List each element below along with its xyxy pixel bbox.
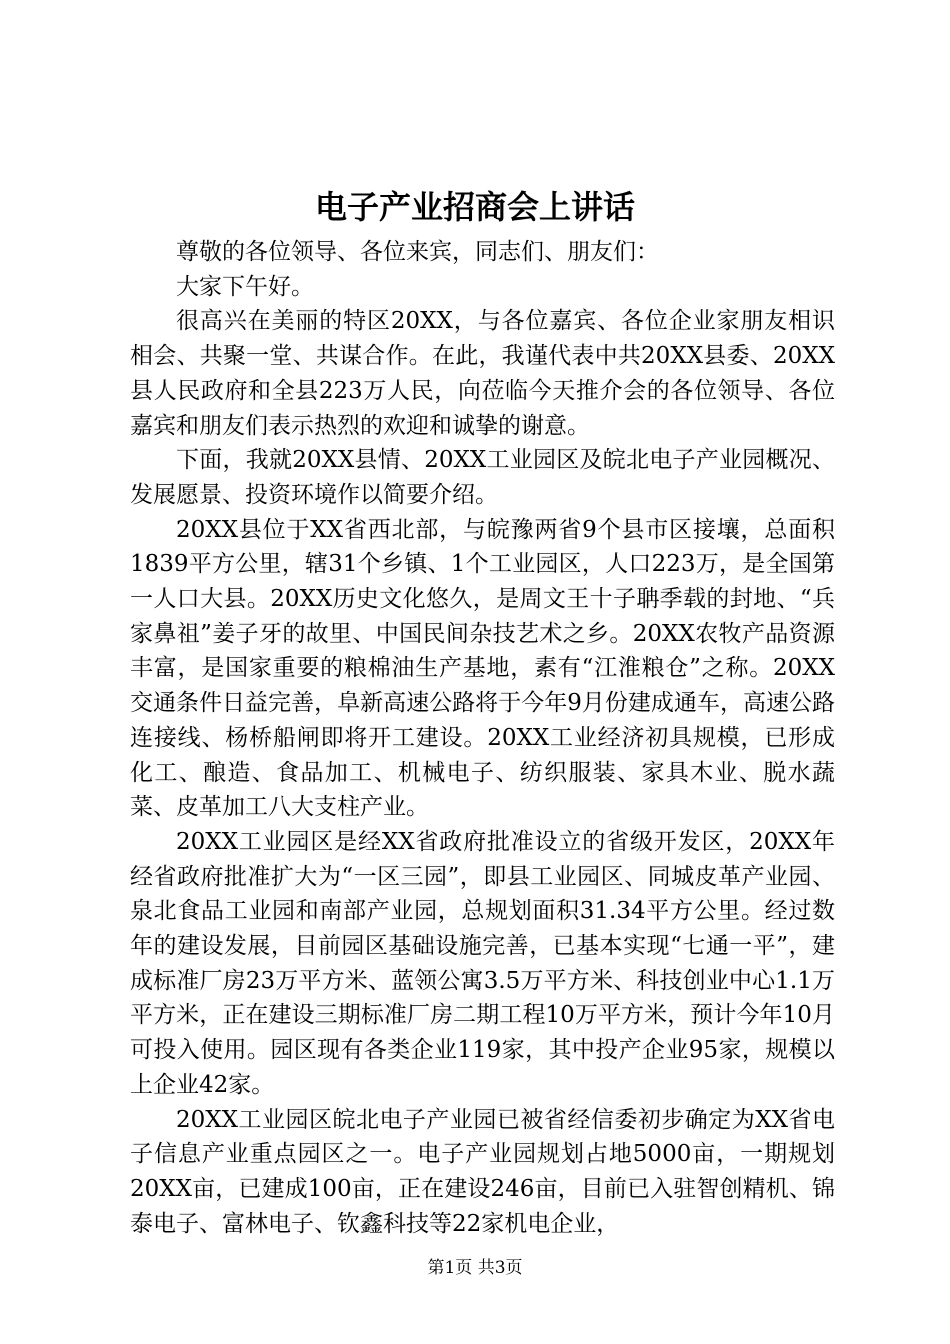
page-number: 第1页 共3页 <box>427 1258 523 1278</box>
paragraph-electronics-park: 20XX工业园区皖北电子产业园已被省经信委初步确定为XX省电子信息产业重点园区之一。电子产业园规划占地5000亩，一期规划20XX亩，已建成100亩，正在建设246亩，目前已入驻智创精机、锦泰电子、富林电子、钦鑫科技等22家机电企业， <box>130 1106 835 1237</box>
paragraph-introduction: 下面，我就20XX县情、20XX工业园区及皖北电子产业园概况、发展愿景、投资环境作以简要介绍。 <box>130 447 835 508</box>
paragraph-greeting: 大家下午好。 <box>176 273 314 300</box>
paragraph-county-overview: 20XX县位于XX省西北部，与皖豫两省9个县市区接壤，总面积1839平方公里，辖31个乡镇、1个工业园区，人口223万，是全国第一人口大县。20XX历史文化悠久，是周文王十子聃季载的封地、“兵家鼻祖”姜子牙的故里、中国民间杂技艺术之乡。20XX农牧产品资源丰富，是国家重要的粮棉油生产基地，素有“江淮粮仓”之称。20XX交通条件日益完善，阜新高速公路将于今年9月份建成通车，高速公路连接线、杨桥船闸即将开工建设。20XX工业经济初具规模，已形成化工、酿造、食品加工、机械电子、纺织服装、家具木业、脱水蔬菜、皮革加工八大支柱产业。 <box>130 516 835 821</box>
paragraph-welcome: 很高兴在美丽的特区20XX，与各位嘉宾、各位企业家朋友相识相会、共聚一堂、共谋合作。在此，我谨代表中共20XX县委、20XX县人民政府和全县223万人民，向莅临今天推介会的各位领导、各位嘉宾和朋友们表示热烈的欢迎和诚挚的谢意。 <box>130 308 835 439</box>
document-body <box>130 235 835 1241</box>
paragraph-salutation: 尊敬的各位领导、各位来宾，同志们、朋友们： <box>176 239 659 265</box>
paragraph-industrial-park: 20XX工业园区是经XX省政府批准设立的省级开发区，20XX年经省政府批准扩大为“一区三园”，即县工业园区、同城皮革产业园、泉北食品工业园和南部产业园，总规划面积31.34平方公里。经过数年的建设发展，目前园区基础设施完善，已基本实现“七通一平”，建成标准厂房23万平方米、蓝领公寓3.5万平方米、科技创业中心1.1万平方米，正在建设三期标准厂房二期工程10万平方米，预计今年10月可投入使用。园区现有各类企业119家，其中投产企业95家，规模以上企业42家。 <box>130 828 835 1098</box>
document-title: 电子产业招商会上讲话 <box>314 188 635 226</box>
